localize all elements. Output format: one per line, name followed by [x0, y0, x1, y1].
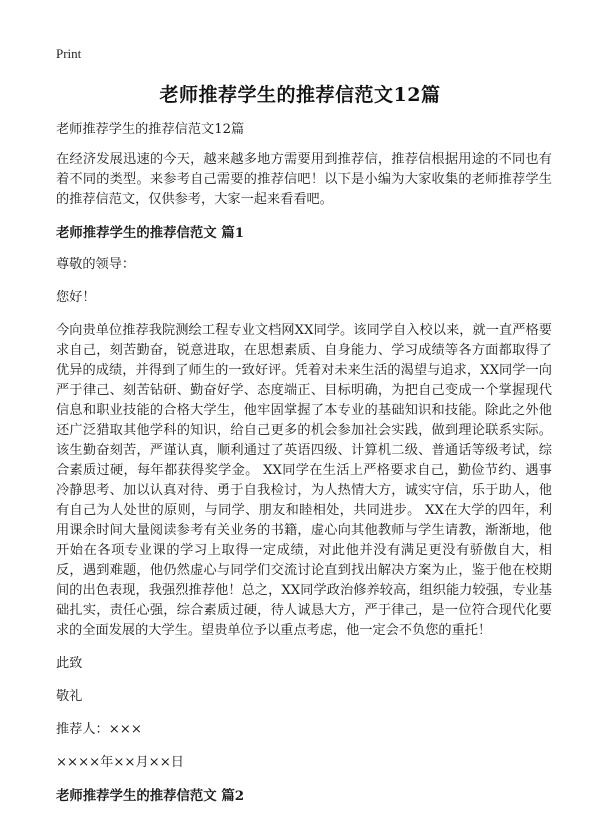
closing-line-1: 此致	[56, 656, 83, 671]
document-body	[56, 120, 552, 806]
page-title: 老师推荐学生的推荐信范文12篇	[159, 84, 441, 106]
section-heading-2: 老师推荐学生的推荐信范文 篇2	[56, 788, 245, 804]
document-subtitle: 老师推荐学生的推荐信范文12篇	[56, 122, 245, 137]
section-heading-1: 老师推荐学生的推荐信范文 篇1	[56, 225, 245, 241]
closing-line-2: 敬礼	[56, 689, 83, 704]
intro-paragraph: 在经济发展迅速的今天，越来越多地方需要用到推荐信，推荐信根据用途的不同也有着不同的类型。来参考自己需要的推荐信吧！以下是小编为大家收集的老师推荐学生的推荐信范文，仅供参考，大家一起来看看吧。	[56, 152, 552, 207]
print-label: Print	[56, 46, 82, 61]
letter-date: ××××年××月××日	[56, 755, 184, 770]
salutation: 尊敬的领导：	[56, 257, 136, 272]
letter-body: 今向贵单位推荐我院测绘工程专业文档网XX同学。该同学自入校以来，就一直严格要求自己，刻苦勤奋，锐意进取，在思想素质、自身能力、学习成绩等各方面都取得了优异的成绩，并得到了师生的一致好评。凭着对未来生活的渴望与追求，XX同学一向严于律己、刻苦钻研、勤奋好学、态度端正、目标明确，为把自己变成一个掌握现代信息和职业技能的合格大学生，他牢固掌握了本专业的基础知识和技能。除此之外他还广泛猎取其他学科的知识，给自己更多的机会参加社会实践，做到理论联系实际。该生勤奋刻苦，严谨认真，顺利通过了英语四级、计算机二级、普通话等级考试，综合素质过硬，每年都获得奖学金。 XX同学在生活上严格要求自己，勤俭节约、遇事冷静思考、加以认真对待、勇于自我检讨，为人热情大方，诚实守信，乐于助人，他有自己为人处世的原则，与同学、朋友和睦相处，共同进步。 XX在大学的四年，利用课余时间大量阅读参考有关业务的书籍，虚心向其他教师与学生请教，渐渐地，他开始在各项专业课的学习上取得一定成绩，对此他并没有满足更没有骄傲自大，相反，遇到难题，他仍然虚心与同学们交流讨论直到找出解决方案为止，鉴于他在校期间的出色表现，我强烈推荐他！总之，XX同学政治修养较高，组织能力较强，专业基础扎实，责任心强，综合素质过硬，待人诚恳大方，严于律己，是一位符合现代化要求的全面发展的大学生。望贵单位予以重点考虑，他一定会不负您的重托！	[56, 323, 552, 638]
recommender-signature: 推荐人：×××	[56, 722, 142, 737]
greeting: 您好！	[56, 290, 96, 305]
